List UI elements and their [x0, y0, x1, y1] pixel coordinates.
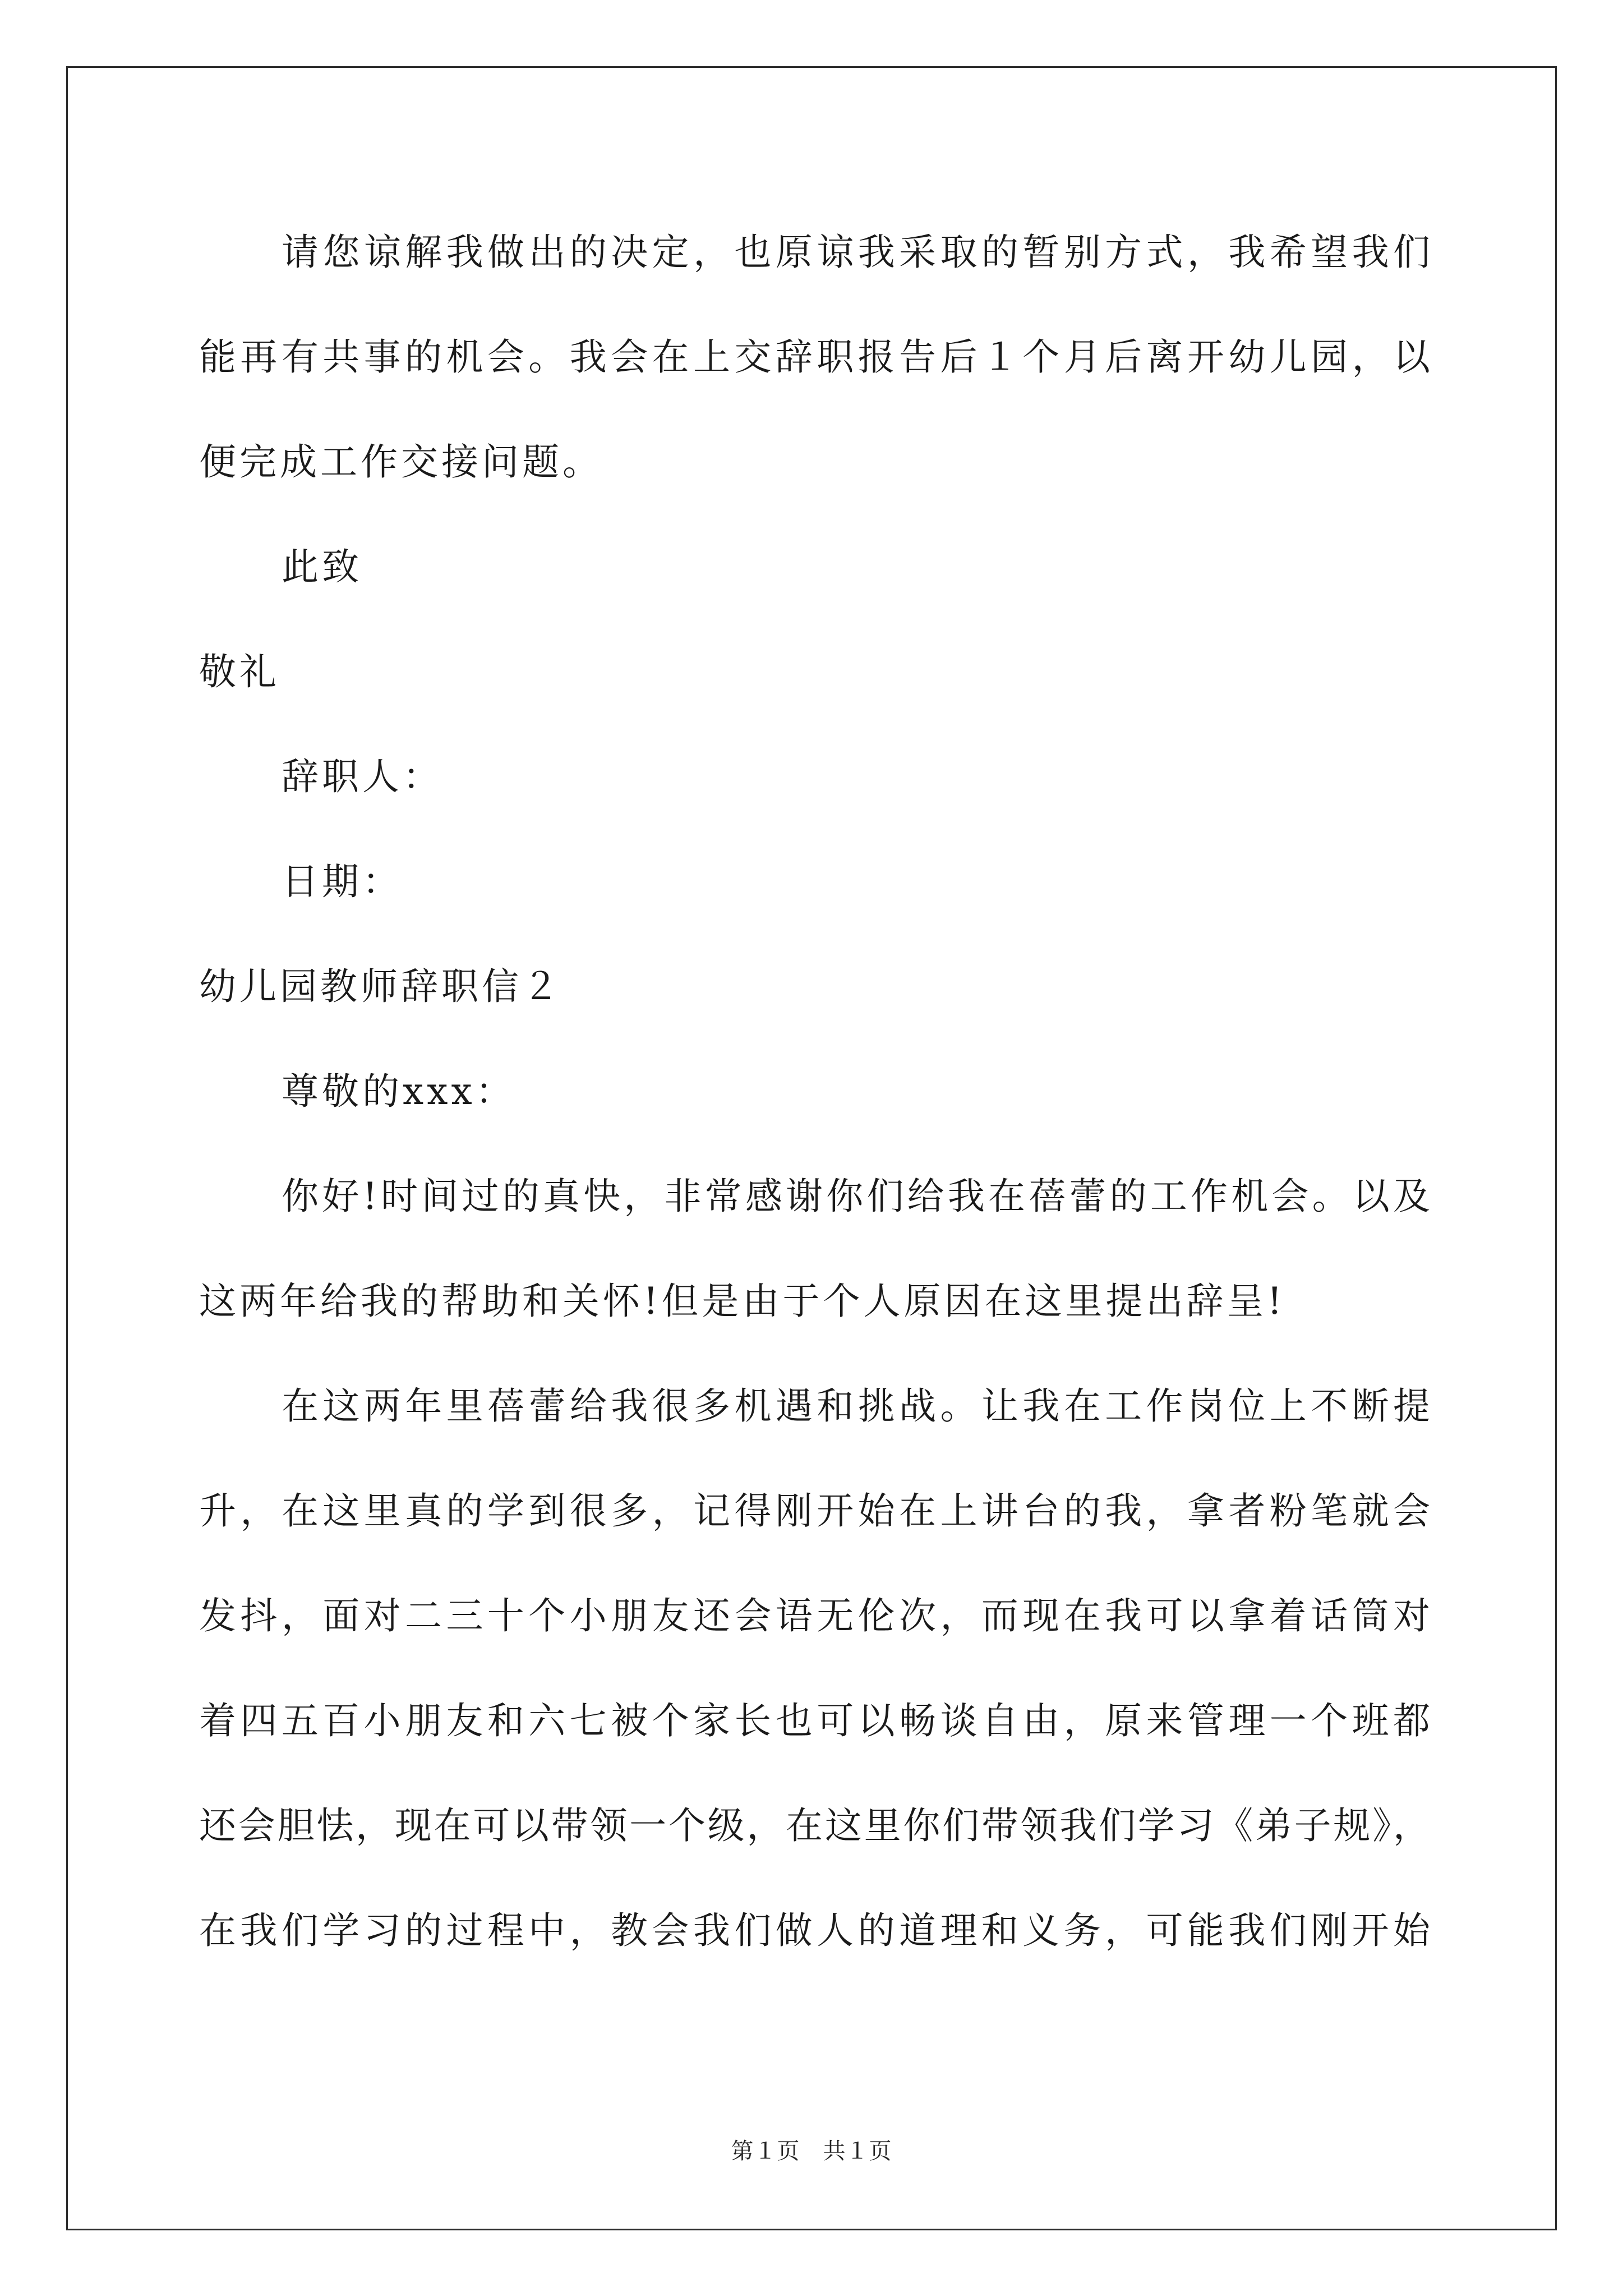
signature-label: 辞职人：: [282, 755, 443, 798]
body-line-12: 在这两年里蓓蕾给我很多机遇和挑战。让我在工作岗位上不断提: [282, 1384, 1430, 1428]
section-heading: 幼儿园教师辞职信２: [199, 965, 562, 1008]
body-line-17: 在我们学习的过程中，教会我们做人的道理和义务，可能我们刚开始: [199, 1909, 1430, 1952]
body-line-11: 这两年给我的帮助和关怀!但是由于个人原因在这里提出辞呈!: [199, 1280, 1286, 1323]
body-line-13: 升，在这里真的学到很多，记得刚开始在上讲台的我，拿者粉笔就会: [199, 1489, 1430, 1533]
body-line-14: 发抖，面对二三十个小朋友还会语无伦次，而现在我可以拿着话筒对: [199, 1594, 1430, 1637]
page-number-footer: 第１页 共１页: [731, 2138, 892, 2164]
body-line-10: 你好!时间过的真快，非常感谢你们给我在蓓蕾的工作机会。以及: [282, 1175, 1430, 1218]
page-border: [66, 66, 1557, 2230]
body-line-2: 能再有共事的机会。我会在上交辞职报告后１个月后离开幼儿园，以: [199, 335, 1430, 379]
greeting: 尊敬的xxx：: [282, 1070, 516, 1113]
body-line-3: 便完成工作交接问题。: [199, 440, 603, 484]
body-line-16: 还会胆怯，现在可以带领一个级，在这里你们带领我们学习《弟子规》，: [199, 1804, 1430, 1847]
closing-regards: 敬礼: [199, 650, 280, 693]
body-line-15: 着四五百小朋友和六七被个家长也可以畅谈自由，原来管理一个班都: [199, 1699, 1430, 1742]
body-line-1: 请您谅解我做出的决定，也原谅我采取的暂别方式，我希望我们: [282, 231, 1430, 274]
date-label: 日期：: [282, 860, 403, 903]
closing-salutation: 此致: [282, 545, 362, 588]
